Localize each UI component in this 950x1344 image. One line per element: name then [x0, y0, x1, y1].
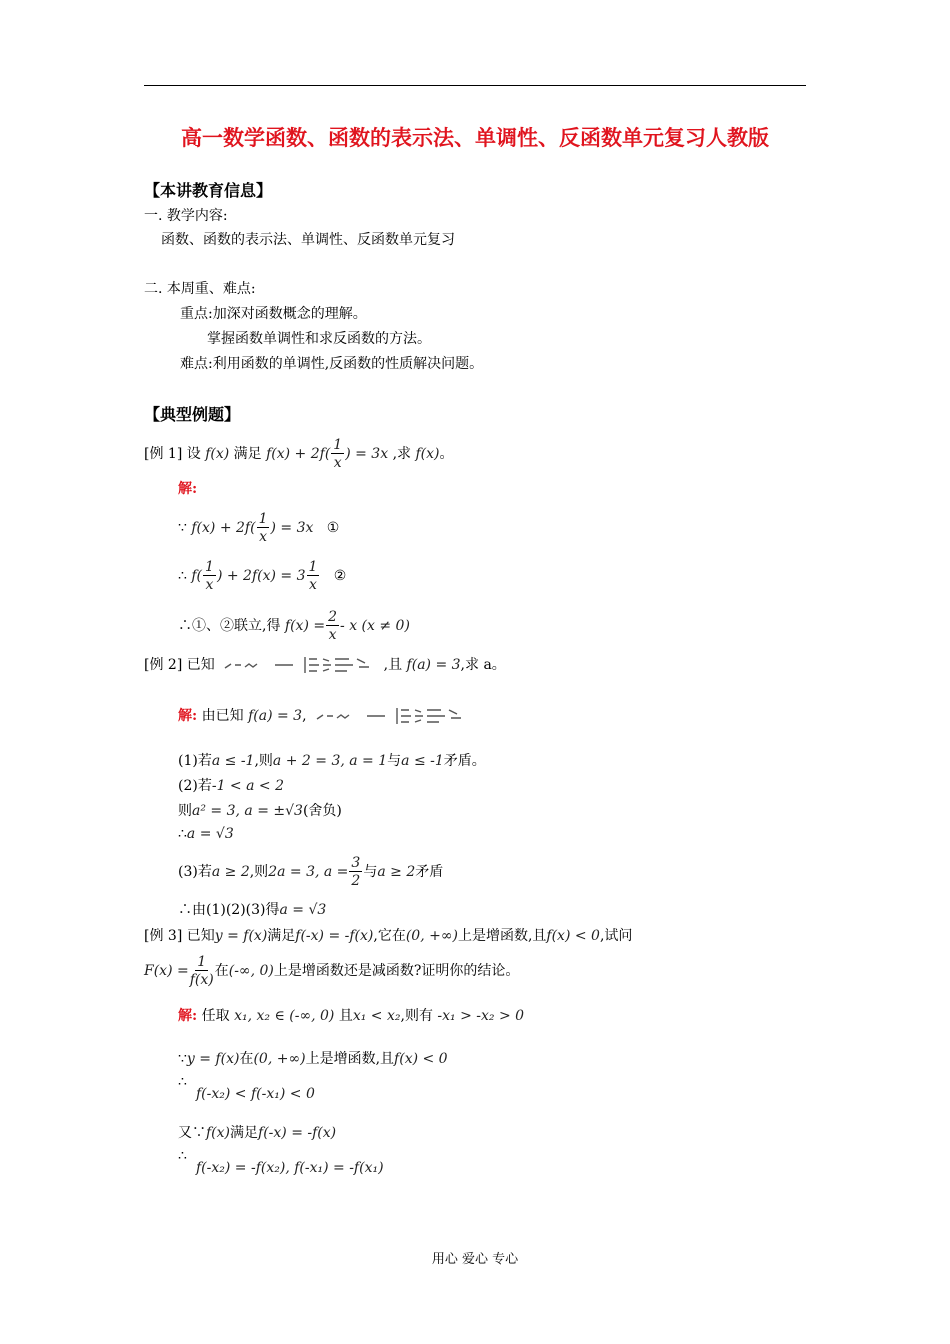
example-1-satisfy: 满足 — [233, 446, 262, 462]
example-3-step-2: f(-x₂) < f(-x₁) < 0 — [196, 1086, 315, 1102]
example-1-eq-right: ) = 3x — [345, 446, 389, 462]
example-2-case-2: (2)若-1 < a < 2 — [178, 778, 284, 794]
section-heading-examples: 【典型例题】 — [144, 405, 241, 424]
key-heading: 二. 本周重、难点: — [144, 281, 256, 297]
example-3-step-4: f(-x₂) = -f(x₂), f(-x₁) = -f(x₁) — [196, 1160, 384, 1176]
fraction-1-over-x: $\frac{1}{x}$ — [308, 559, 318, 593]
example-1-statement: [例 1] 设 f(x) 满足 f(x) + 2f( $\frac{1}{x}$ ) = 3x ,求 f(x)。 — [144, 437, 454, 471]
fraction-1-over-x: $\frac{1}{x}$ — [333, 437, 343, 471]
example-2-final: ∴由(1)(2)(3)得a = √3 — [178, 902, 327, 918]
example-1-fx-2: f(x) — [415, 446, 440, 462]
example-1-step-1: ∵ f(x) + 2f( $\frac{1}{x}$ ) = 3x ① — [178, 511, 340, 545]
fraction-1-over-x: $\frac{1}{x}$ — [258, 511, 268, 545]
example-1-step-2: ∴ f( $\frac{1}{x}$ ) + 2f(x) = 3 $\frac{1}{x}$ ② — [178, 559, 347, 593]
header-rule — [144, 85, 806, 86]
difficulty-point: 难点:利用函数的单调性,反函数的性质解决问题。 — [180, 356, 484, 372]
page-title: 高一数学函数、函数的表示法、单调性、反函数单元复习人教版 — [181, 125, 769, 150]
content-heading: 一. 教学内容: — [144, 208, 228, 224]
example-3-step-1: ∵y = f(x)在(0, +∞)上是增函数,且f(x) < 0 — [178, 1051, 448, 1067]
example-1-eq-left: f(x) + 2f( — [266, 446, 331, 462]
example-2-case-2-conclusion: ∴a = √3 — [178, 826, 234, 842]
example-2-solution-intro: 解: 由已知 f(a) = 3, — [178, 705, 471, 726]
example-3-step-3: 又∵f(x)满足f(-x) = -f(x) — [178, 1125, 337, 1141]
example-1-label: [例 1] 设 — [144, 446, 201, 462]
fraction-1-over-x: $\frac{1}{x}$ — [205, 559, 214, 593]
fraction-2-over-x: $\frac{2}{x}$ — [328, 609, 338, 643]
key-point-2: 掌握函数单调性和求反函数的方法。 — [207, 331, 431, 347]
piecewise-function-image — [219, 655, 379, 675]
example-2-statement: [例 2] 已知 ,且 f(a) = 3,求 a。 — [144, 657, 506, 673]
section-heading-info: 【本讲教育信息】 — [144, 181, 273, 200]
example-3-therefore-1: ∴ — [178, 1074, 187, 1090]
example-3-statement-2: F(x) = $\frac{1}{f(x)}$ 在(-∞, 0)上是增函数还是减函数?证明你的结论。 — [144, 954, 520, 988]
example-1-solution-label: 解: — [178, 481, 198, 497]
example-1-fx: f(x) — [205, 446, 230, 462]
example-2-case-3: (3)若a ≥ 2,则2a = 3, a = $\frac{3}{2}$ 与a ≥ 2矛盾 — [178, 855, 444, 889]
example-3-statement: [例 3] 已知y = f(x)满足f(-x) = -f(x),它在(0, +∞)上是增函数,且f(x) < 0,试问 — [144, 928, 633, 944]
example-3-therefore-2: ∴ — [178, 1148, 187, 1164]
example-2-case-2-result: 则a² = 3, a = ±√3(舍负) — [178, 803, 342, 819]
example-2-case-1: (1)若a ≤ -1,则a + 2 = 3, a = 1与a ≤ -1矛盾。 — [178, 753, 486, 769]
key-point-1: 重点:加深对函数概念的理解。 — [180, 306, 367, 322]
piecewise-function-image — [311, 706, 471, 726]
example-1-ask: ,求 — [392, 446, 412, 462]
content-text: 函数、函数的表示法、单调性、反函数单元复习 — [161, 232, 455, 248]
fraction-1-over-fx: $\frac{1}{f(x)}$ — [189, 954, 214, 988]
example-1-result: ∴①、②联立,得 f(x) = $\frac{2}{x}$ - x (x ≠ 0) — [178, 609, 410, 643]
fraction-3-over-2: $\frac{3}{2}$ — [351, 855, 361, 889]
example-3-solution-intro: 解: 任取 x₁, x₂ ∈ (-∞, 0) 且x₁ < x₂,则有 -x₁ > -x₂ > 0 — [178, 1008, 525, 1024]
page-footer: 用心 爱心 专心 — [431, 1252, 519, 1267]
